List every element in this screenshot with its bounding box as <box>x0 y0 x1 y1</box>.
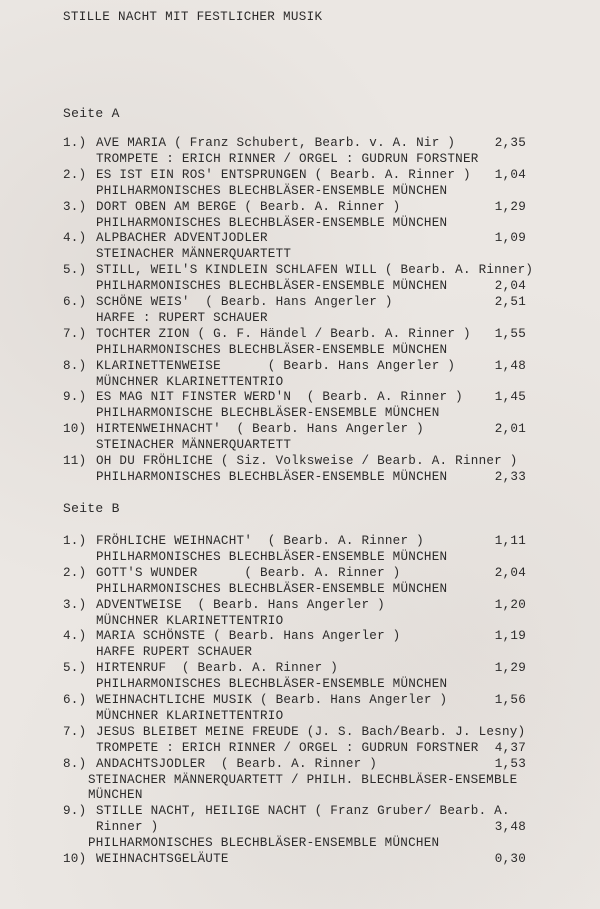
track-number: 5.) <box>63 263 87 278</box>
track-number: 10) <box>63 852 87 866</box>
track-duration: 1,29 <box>494 661 526 676</box>
track-title: MARIA SCHÖNSTE ( Bearb. Hans Angerler ) <box>96 629 401 644</box>
track-number: 1.) <box>63 136 87 150</box>
track-title: FRÖHLICHE WEIHNACHT' ( Bearb. A. Rinner ) <box>96 534 424 548</box>
track-number: 9.) <box>63 804 87 819</box>
side-heading: Seite A <box>63 106 120 121</box>
track-duration: 1,55 <box>494 326 526 341</box>
track-number: 11) <box>63 454 87 468</box>
track-title: WEIHNACHTLICHE MUSIK ( Bearb. Hans Angerler ) <box>96 693 448 707</box>
track-performers: HARFE RUPERT SCHAUER <box>96 645 253 660</box>
track-performers: PHILHARMONISCHE BLECHBLÄSER-ENSEMBLE MÜNCHEN <box>96 406 440 421</box>
track-title: WEIHNACHTSGELÄUTE <box>96 852 229 866</box>
track-duration: 2,01 <box>494 422 526 437</box>
track-duration: 1,53 <box>494 756 526 771</box>
track-number: 6.) <box>63 693 87 707</box>
track-number: 8.) <box>63 756 87 771</box>
track-title: ADVENTWEISE ( Bearb. Hans Angerler ) <box>96 597 385 612</box>
track-title: ANDACHTSJODLER ( Bearb. A. Rinner ) <box>96 756 378 771</box>
track-performers: MÜNCHNER KLARINETTENTRIO <box>96 613 284 628</box>
track-number: 4.) <box>63 231 87 246</box>
track-number: 7.) <box>63 724 87 739</box>
track-number: 9.) <box>63 390 87 405</box>
track-performers: Rinner ) <box>96 820 159 835</box>
track-number: 7.) <box>63 326 87 341</box>
track-title: ES IST EIN ROS' ENTSPRUNGEN ( Bearb. A. Rinner ) <box>96 167 471 182</box>
track-performers: TROMPETE : ERICH RINNER / ORGEL : GUDRUN FORSTNER <box>96 151 479 166</box>
track-performers: MÜNCHNER KLARINETTENTRIO <box>96 374 284 389</box>
track-duration: 1,48 <box>494 358 526 373</box>
track-title: KLARINETTENWEISE ( Bearb. Hans Angerler ) <box>96 358 456 373</box>
track-duration: 2,35 <box>494 136 526 150</box>
track-duration: 1,20 <box>494 597 526 612</box>
track-title: STILL, WEIL'S KINDLEIN SCHLAFEN WILL ( Bearb. A. Rinner) <box>96 263 534 278</box>
track-number: 4.) <box>63 629 87 644</box>
track-title: ALPBACHER ADVENTJODLER <box>96 231 268 246</box>
track-number: 1.) <box>63 534 87 548</box>
track-duration: 2,33 <box>494 469 526 484</box>
track-performers: MÜNCHNER KLARINETTENTRIO <box>96 708 284 723</box>
track-performers: STEINACHER MÄNNERQUARTETT <box>96 438 292 453</box>
track-title: JESUS BLEIBET MEINE FREUDE (J. S. Bach/Bearb. J. Lesny) <box>96 724 526 739</box>
track-duration: 1,45 <box>494 390 526 405</box>
track-title: ES MAG NIT FINSTER WERD'N ( Bearb. A. Rinner ) <box>96 390 463 405</box>
track-number: 2.) <box>63 565 87 580</box>
track-number: 3.) <box>63 199 87 214</box>
track-performers: PHILHARMONISCHES BLECHBLÄSER-ENSEMBLE MÜNCHEN <box>96 215 448 230</box>
track-duration: 2,51 <box>494 295 526 309</box>
track-performers: PHILHARMONISCHES BLECHBLÄSER-ENSEMBLE MÜNCHEN <box>96 581 448 596</box>
track-title: HIRTENWEIHNACHT' ( Bearb. Hans Angerler ) <box>96 422 424 437</box>
track-performers: PHILHARMONISCHES BLECHBLÄSER-ENSEMBLE MÜNCHEN <box>96 279 448 294</box>
track-title: SCHÖNE WEIS' ( Bearb. Hans Angerler ) <box>96 295 393 309</box>
track-performers: MÜNCHEN <box>88 788 143 803</box>
track-performers: STEINACHER MÄNNERQUARTETT / PHILH. BLECHBLÄSER-ENSEMBLE <box>88 772 518 787</box>
track-duration: 3,48 <box>494 820 526 835</box>
track-performers: PHILHARMONISCHES BLECHBLÄSER-ENSEMBLE MÜNCHEN <box>88 836 440 851</box>
track-title: TOCHTER ZION ( G. F. Händel / Bearb. A. Rinner ) <box>96 326 471 341</box>
track-performers: STEINACHER MÄNNERQUARTETT <box>96 247 292 262</box>
track-duration: 1,19 <box>494 629 526 644</box>
track-performers: HARFE : RUPERT SCHAUER <box>96 310 268 325</box>
track-duration: 2,04 <box>494 279 526 294</box>
track-performers: PHILHARMONISCHES BLECHBLÄSER-ENSEMBLE MÜNCHEN <box>96 549 448 564</box>
track-performers: TROMPETE : ERICH RINNER / ORGEL : GUDRUN FORSTNER <box>96 740 479 755</box>
track-duration: 1,04 <box>494 167 526 182</box>
track-title: AVE MARIA ( Franz Schubert, Bearb. v. A. Nir ) <box>96 136 456 150</box>
track-duration: 0,30 <box>494 852 526 866</box>
track-duration: 1,09 <box>494 231 526 246</box>
track-performers: PHILHARMONISCHES BLECHBLÄSER-ENSEMBLE MÜNCHEN <box>96 342 448 357</box>
track-title: STILLE NACHT, HEILIGE NACHT ( Franz Gruber/ Bearb. A. <box>96 804 510 819</box>
track-title: HIRTENRUF ( Bearb. A. Rinner ) <box>96 661 339 676</box>
track-number: 3.) <box>63 597 87 612</box>
track-title: OH DU FRÖHLICHE ( Siz. Volksweise / Bearb. A. Rinner ) <box>96 454 518 468</box>
track-number: 10) <box>63 422 87 437</box>
track-duration: 1,56 <box>494 693 526 707</box>
track-duration: 1,11 <box>494 534 526 548</box>
track-number: 8.) <box>63 358 87 373</box>
track-performers: PHILHARMONISCHES BLECHBLÄSER-ENSEMBLE MÜNCHEN <box>96 677 448 692</box>
track-duration: 2,04 <box>494 565 526 580</box>
document-title: STILLE NACHT MIT FESTLICHER MUSIK <box>63 10 323 24</box>
track-performers: PHILHARMONISCHES BLECHBLÄSER-ENSEMBLE MÜNCHEN <box>96 183 448 198</box>
track-title: DORT OBEN AM BERGE ( Bearb. A. Rinner ) <box>96 199 401 214</box>
track-number: 6.) <box>63 295 87 309</box>
track-number: 5.) <box>63 661 87 676</box>
track-number: 2.) <box>63 167 87 182</box>
track-duration: 4,37 <box>494 740 526 755</box>
track-performers: PHILHARMONISCHES BLECHBLÄSER-ENSEMBLE MÜNCHEN <box>96 469 448 484</box>
side-heading: Seite B <box>63 501 120 516</box>
track-title: GOTT'S WUNDER ( Bearb. A. Rinner ) <box>96 565 401 580</box>
track-duration: 1,29 <box>494 199 526 214</box>
